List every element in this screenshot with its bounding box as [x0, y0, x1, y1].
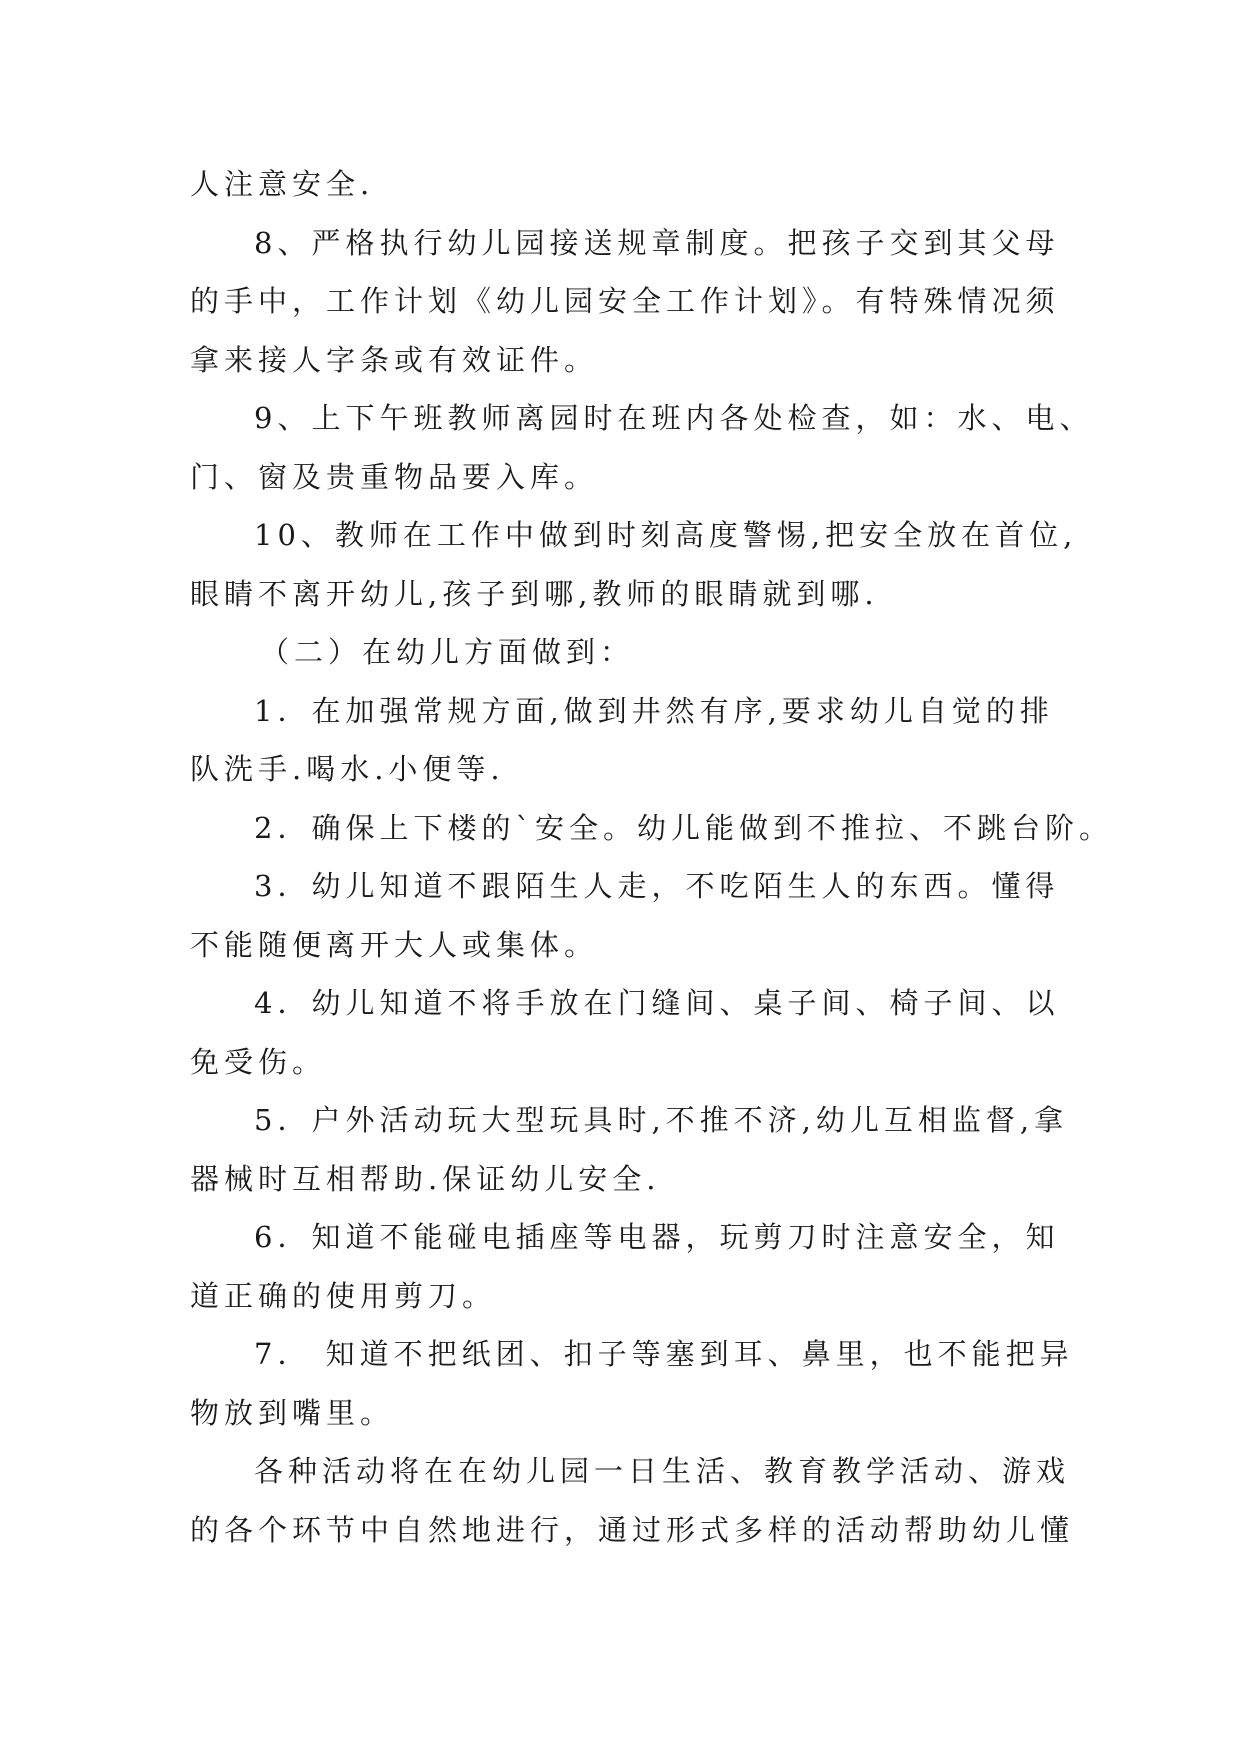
paragraph-line: 10、教师在工作中做到时刻高度警惕,把安全放在首位, — [254, 518, 1078, 552]
paragraph-line: 1．在加强常规方面,做到井然有序,要求幼儿自觉的排 — [254, 693, 1054, 728]
paragraph-line: 的手中，工作计划《幼儿园安全工作计划》。有特殊情况须 — [190, 284, 1060, 318]
paragraph-line: 眼睛不离开幼儿,孩子到哪,教师的眼睛就到哪. — [190, 576, 879, 611]
paragraph-line: 门、窗及贵重物品要入库。 — [190, 459, 599, 494]
paragraph-line: 各种活动将在在幼儿园一日生活、教育教学活动、游戏 — [254, 1454, 1071, 1488]
paragraph-line: 器械时互相帮助.保证幼儿安全. — [190, 1161, 661, 1196]
paragraph-line: 拿来接人字条或有效证件。 — [190, 342, 599, 377]
paragraph-line: 4．幼儿知道不将手放在门缝间、桌子间、椅子间、以 — [254, 986, 1060, 1020]
document-body — [190, 155, 1113, 1559]
paragraph-line: 队洗手.喝水.小便等. — [190, 752, 505, 786]
paragraph-line: 人注意安全. — [190, 167, 375, 201]
paragraph-line: 物放到嘴里。 — [190, 1395, 395, 1430]
section-heading: （二）在幼儿方面做到： — [260, 635, 635, 669]
paragraph-line: 2．确保上下楼的`安全。幼儿能做到不推拉、不跳台阶。 — [254, 810, 1113, 845]
paragraph-line: 不能随便离开大人或集体。 — [190, 927, 599, 962]
paragraph-line: 6．知道不能碰电插座等电器，玩剪刀时注意安全，知 — [254, 1220, 1060, 1254]
paragraph-line: 免受伤。 — [190, 1044, 327, 1079]
paragraph-line: 道正确的使用剪刀。 — [190, 1278, 497, 1313]
paragraph-line: 3．幼儿知道不跟陌生人走，不吃陌生人的东西。懂得 — [254, 869, 1060, 903]
paragraph-line: 8、严格执行幼儿园接送规章制度。把孩子交到其父母 — [254, 225, 1060, 260]
paragraph-line: 7． 知道不把纸团、扣子等塞到耳、鼻里，也不能把异 — [254, 1337, 1074, 1371]
paragraph-line: 9、上下午班教师离园时在班内各处检查，如：水、电、 — [254, 401, 1094, 435]
paragraph-line: 5．户外活动玩大型玩具时,不推不济,幼儿互相监督,拿 — [254, 1103, 1069, 1137]
paragraph-line: 的各个环节中自然地进行，通过形式多样的活动帮助幼儿懂 — [190, 1512, 1075, 1547]
